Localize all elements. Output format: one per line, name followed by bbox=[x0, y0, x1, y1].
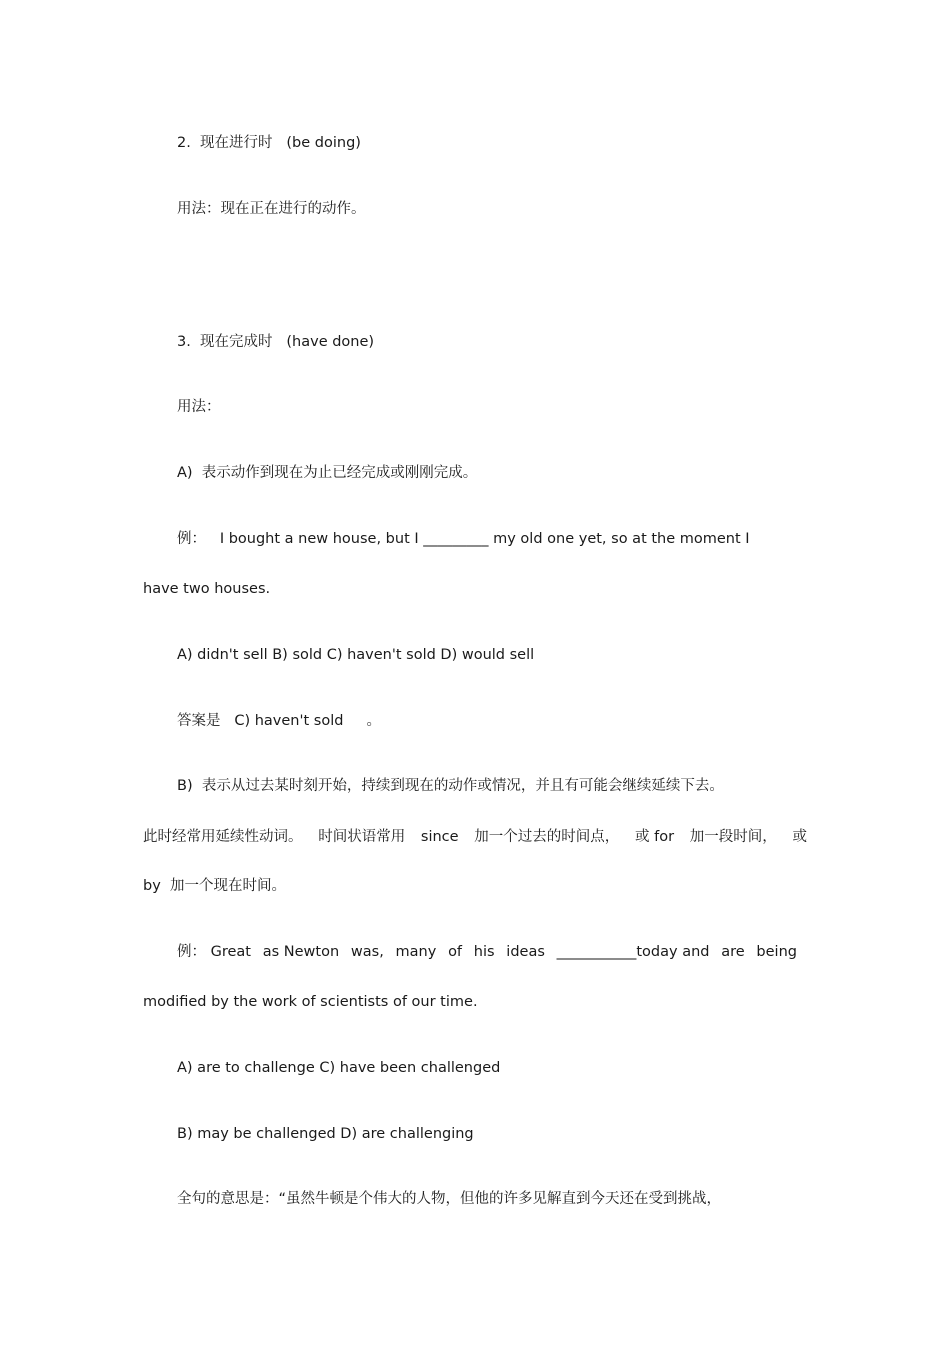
example-1-answer: 答案是 C) haven't sold 。 bbox=[177, 713, 381, 729]
text-segment: 或 for bbox=[634, 829, 675, 845]
section-2-heading: 2. 现在进行时 (be doing) bbox=[177, 135, 361, 151]
example-2-line-1 bbox=[177, 943, 797, 961]
point-b-line-2 bbox=[143, 828, 807, 846]
text-segment: 时间状语常用 bbox=[318, 829, 406, 845]
point-b: B) 表示从过去某时刻开始，持续到现在的动作或情况，并且有可能会继续延续下去。 bbox=[177, 778, 724, 794]
text-segment: was, bbox=[350, 944, 384, 960]
text-segment: 加一段时间， bbox=[689, 829, 777, 845]
text-segment: ideas bbox=[506, 944, 545, 960]
example-1-options: A) didn't sell B) sold C) haven't sold D) would sell bbox=[177, 647, 535, 663]
section-3-heading: 3. 现在完成时 (have done) bbox=[177, 334, 375, 350]
example-2-line-2: modified by the work of scientists of our time. bbox=[143, 994, 478, 1010]
text-segment: are bbox=[721, 944, 745, 960]
section-2-usage: 用法：现在正在进行的动作。 bbox=[177, 201, 366, 217]
sentence-meaning: 全句的意思是：“虽然牛顿是个伟大的人物，但他的许多见解直到今天还在受到挑战， bbox=[177, 1191, 722, 1207]
text-segment: ___________today and bbox=[556, 944, 710, 960]
point-a: A) 表示动作到现在为止已经完成或刚刚完成。 bbox=[177, 465, 478, 481]
text-segment: as Newton bbox=[262, 944, 340, 960]
text-segment: many bbox=[395, 944, 437, 960]
example-2-options-2: B) may be challenged D) are challenging bbox=[177, 1126, 474, 1142]
text-segment: being bbox=[756, 944, 797, 960]
section-3-usage-label: 用法： bbox=[177, 399, 221, 415]
text-segment: since bbox=[420, 829, 459, 845]
text-segment: of bbox=[448, 944, 463, 960]
example-1-line-1: 例： I bought a new house, but I _________ my old one yet, so at the moment I bbox=[177, 531, 750, 547]
example-2-options-1: A) are to challenge C) have been challenged bbox=[177, 1060, 501, 1076]
text-segment: 此时经常用延续性动词。 bbox=[143, 829, 303, 845]
text-segment: 例： Great bbox=[177, 944, 251, 960]
text-segment: his bbox=[473, 944, 495, 960]
point-b-line-3: by 加一个现在时间。 bbox=[143, 878, 287, 894]
example-1-line-2: have two houses. bbox=[143, 581, 271, 597]
text-segment: 加一个过去的时间点， bbox=[474, 829, 620, 845]
text-segment: 或 bbox=[792, 829, 807, 845]
